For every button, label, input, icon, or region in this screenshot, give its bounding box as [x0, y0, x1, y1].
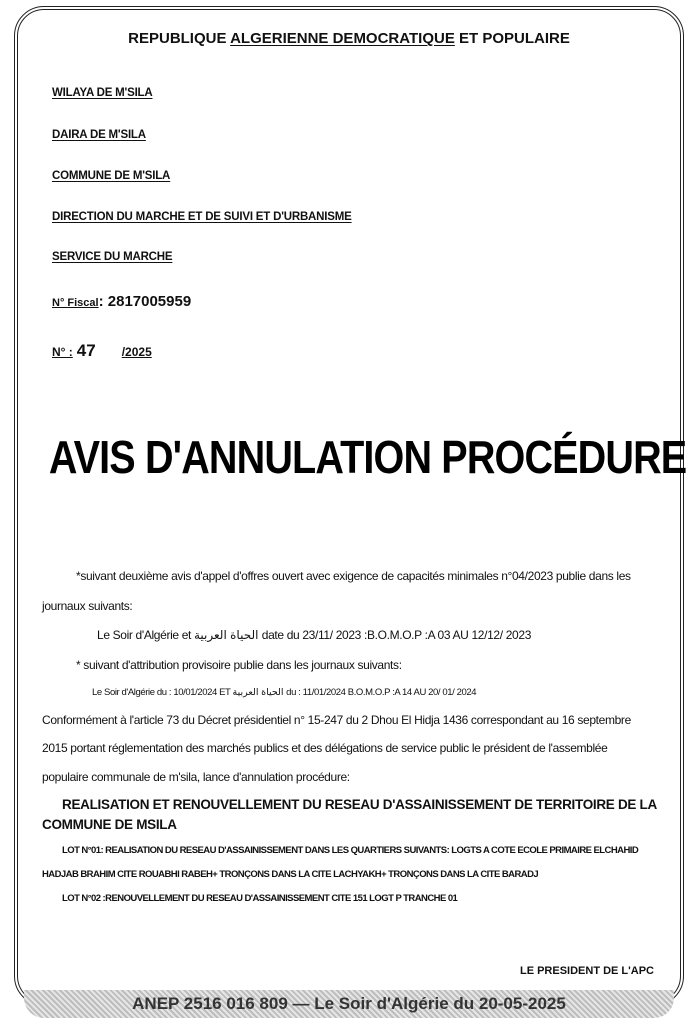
commune-line: COMMUNE DE M'SILA [52, 170, 171, 182]
publication-footer [24, 990, 674, 1018]
paragraph-1-line-2: journaux suivants: [42, 599, 133, 613]
direction-line: DIRECTION DU MARCHE ET DE SUIVI ET D'URBANISME [52, 211, 352, 223]
publication-line-2: Le Soir d'Algérie du : 10/01/2024 ET الحياة العربية du : 11/01/2024 B.O.M.O.P :A 14 AU 20/ 01/ 2024 [92, 687, 477, 698]
daira-line: DAIRA DE M'SILA [52, 129, 146, 141]
project-title-line-1: REALISATION ET RENOUVELLEMENT DU RESEAU D'ASSAINISSEMENT DE TERRITOIRE DE LA [62, 797, 657, 812]
legal-line-2: 2015 portant réglementation des marchés publics et des délégations de service public le président de l'assemblée [42, 741, 608, 755]
legal-line-3: populaire communale de m'sila, lance d'annulation procédure: [42, 770, 350, 784]
republic-header: REPUBLIQUE ALGERIENNE DEMOCRATIQUE ET POPULAIRE [128, 30, 570, 47]
document-border [14, 6, 687, 1006]
service-line: SERVICE DU MARCHE [52, 251, 173, 263]
fiscal-number: N° Fiscal: 2817005959 [52, 293, 192, 310]
attribution-line: * suivant d'attribution provisoire publie dans les journaux suivants: [76, 658, 402, 672]
notice-title: AVIS D'ANNULATION PROCÉDURE [48, 431, 687, 483]
paragraph-1-line-1: *suivant deuxième avis d'appel d'offres ouvert avec exigence de capacités minimales n°04/2023 publie dans les [76, 569, 631, 583]
lot-1-line-1: LOT N°01: REALISATION DU RESEAU D'ASSAINISSEMENT DANS LES QUARTIERS SUIVANTS: LOGTS A COTE ECOLE PRIMAIRE ELCHAHID [62, 845, 639, 856]
legal-line-1: Conformément à l'article 73 du Décret présidentiel n° 15-247 du 2 Dhou El Hidja 1436 correspondant au 16 septembre [42, 713, 631, 727]
publication-line-1: Le Soir d'Algérie et الحياة العربية date du 23/11/ 2023 :B.O.M.O.P :A 03 AU 12/12/ 2023 [97, 628, 532, 642]
wilaya-line: WILAYA DE M'SILA [52, 87, 153, 99]
signature-label: LE PRESIDENT DE L'APC [519, 965, 654, 977]
project-title-line-2: COMMUNE DE MSILA [42, 817, 177, 832]
document-number: N° : 47 /2025 [52, 341, 152, 360]
lot-2-line: LOT N°02 :RENOUVELLEMENT DU RESEAU D'ASSAINISSEMENT CITE 151 LOGT P TRANCHE 01 [62, 893, 458, 904]
lot-1-line-2: HADJAB BRAHIM CITE ROUABHI RABEH+ TRONÇONS DANS LA CITE LACHYAKH+ TRONÇONS DANS LA CITE BARADJ [42, 869, 539, 880]
footer-text: ANEP 2516 016 809 — Le Soir d'Algérie du 20-05-2025 [132, 994, 566, 1013]
